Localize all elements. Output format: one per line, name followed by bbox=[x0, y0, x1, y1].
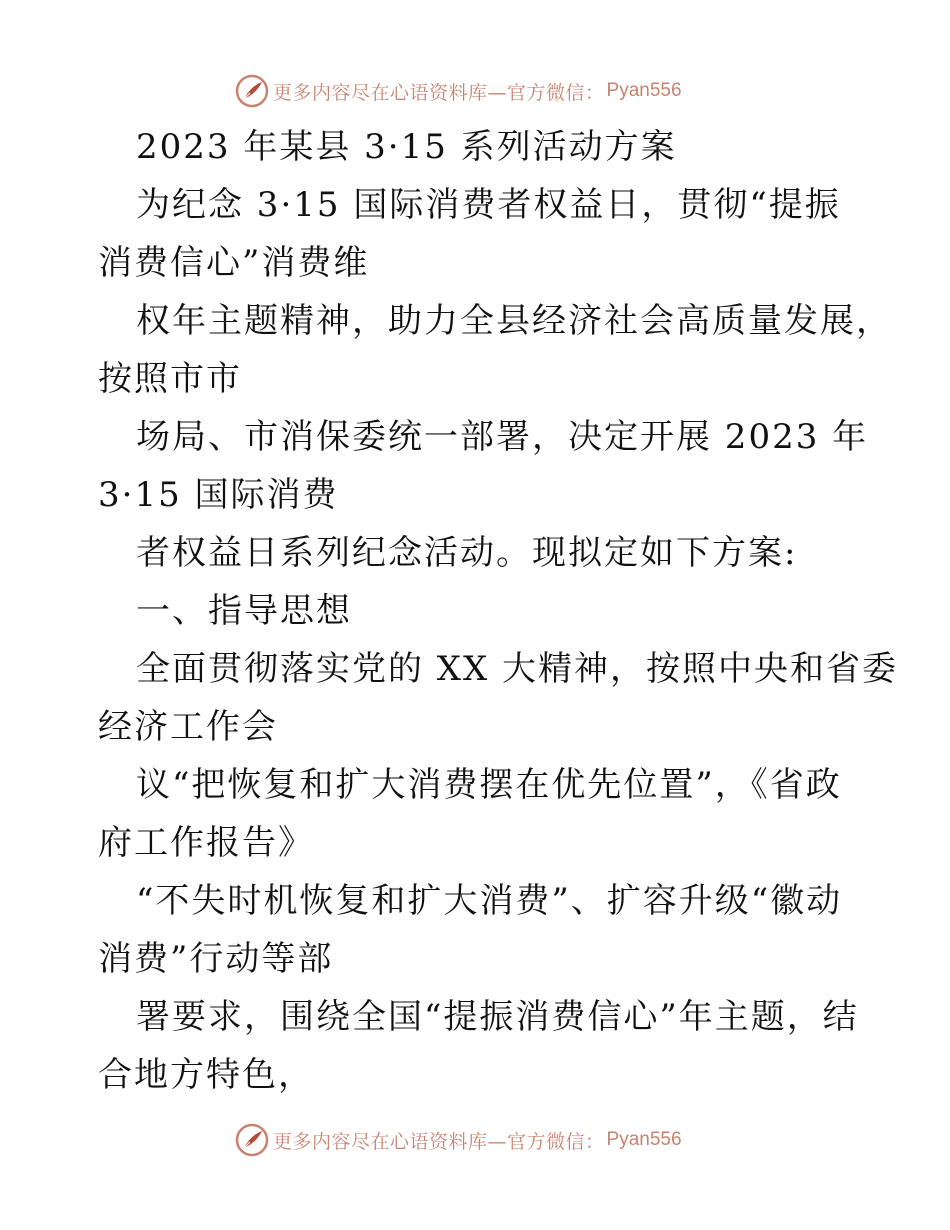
text-line: 3·15 国际消费 bbox=[98, 475, 339, 515]
text-line: 合地方特色， bbox=[98, 1055, 314, 1095]
text-line: 府工作报告》 bbox=[98, 823, 314, 863]
text-line: 权年主题精神，助力全县经济社会高质量发展， bbox=[136, 301, 892, 341]
document-body bbox=[98, 118, 899, 1104]
document-title: 2023 年某县 3·15 系列活动方案 bbox=[136, 127, 677, 167]
watermark-wechat-id: Pyan556 bbox=[606, 1129, 682, 1150]
text-line: “不失时机恢复和扩大消费”、扩容升级“徽动 bbox=[136, 881, 843, 921]
section-heading: 一、指导思想 bbox=[136, 591, 352, 631]
text-line: 场局、市消保委统一部署，决定开展 2023 年 bbox=[136, 417, 869, 457]
header-watermark bbox=[235, 74, 682, 108]
text-line: 者权益日系列纪念活动。现拟定如下方案: bbox=[136, 533, 798, 573]
text-line: 全面贯彻落实党的 XX 大精神，按照中央和省委 bbox=[136, 649, 899, 689]
watermark-text: 更多内容尽在心语资料库—官方微信： bbox=[273, 81, 605, 104]
footer-watermark bbox=[235, 1123, 682, 1157]
watermark-wechat-id: Pyan556 bbox=[606, 80, 682, 101]
text-line: 议“把恢复和扩大消费摆在优先位置”，《省政 bbox=[136, 765, 842, 805]
feather-pen-logo-icon bbox=[235, 74, 269, 108]
text-line: 为纪念 3·15 国际消费者权益日，贯彻“提振 bbox=[136, 185, 841, 225]
watermark-text: 更多内容尽在心语资料库—官方微信： bbox=[273, 1130, 605, 1153]
text-line: 消费”行动等部 bbox=[98, 939, 334, 979]
text-line: 署要求，围绕全国“提振消费信心”年主题，结 bbox=[136, 997, 859, 1037]
text-line: 消费信心”消费维 bbox=[98, 243, 370, 283]
text-line: 经济工作会 bbox=[98, 707, 278, 747]
text-line: 按照市市 bbox=[98, 359, 242, 399]
feather-pen-logo-icon bbox=[235, 1123, 269, 1157]
